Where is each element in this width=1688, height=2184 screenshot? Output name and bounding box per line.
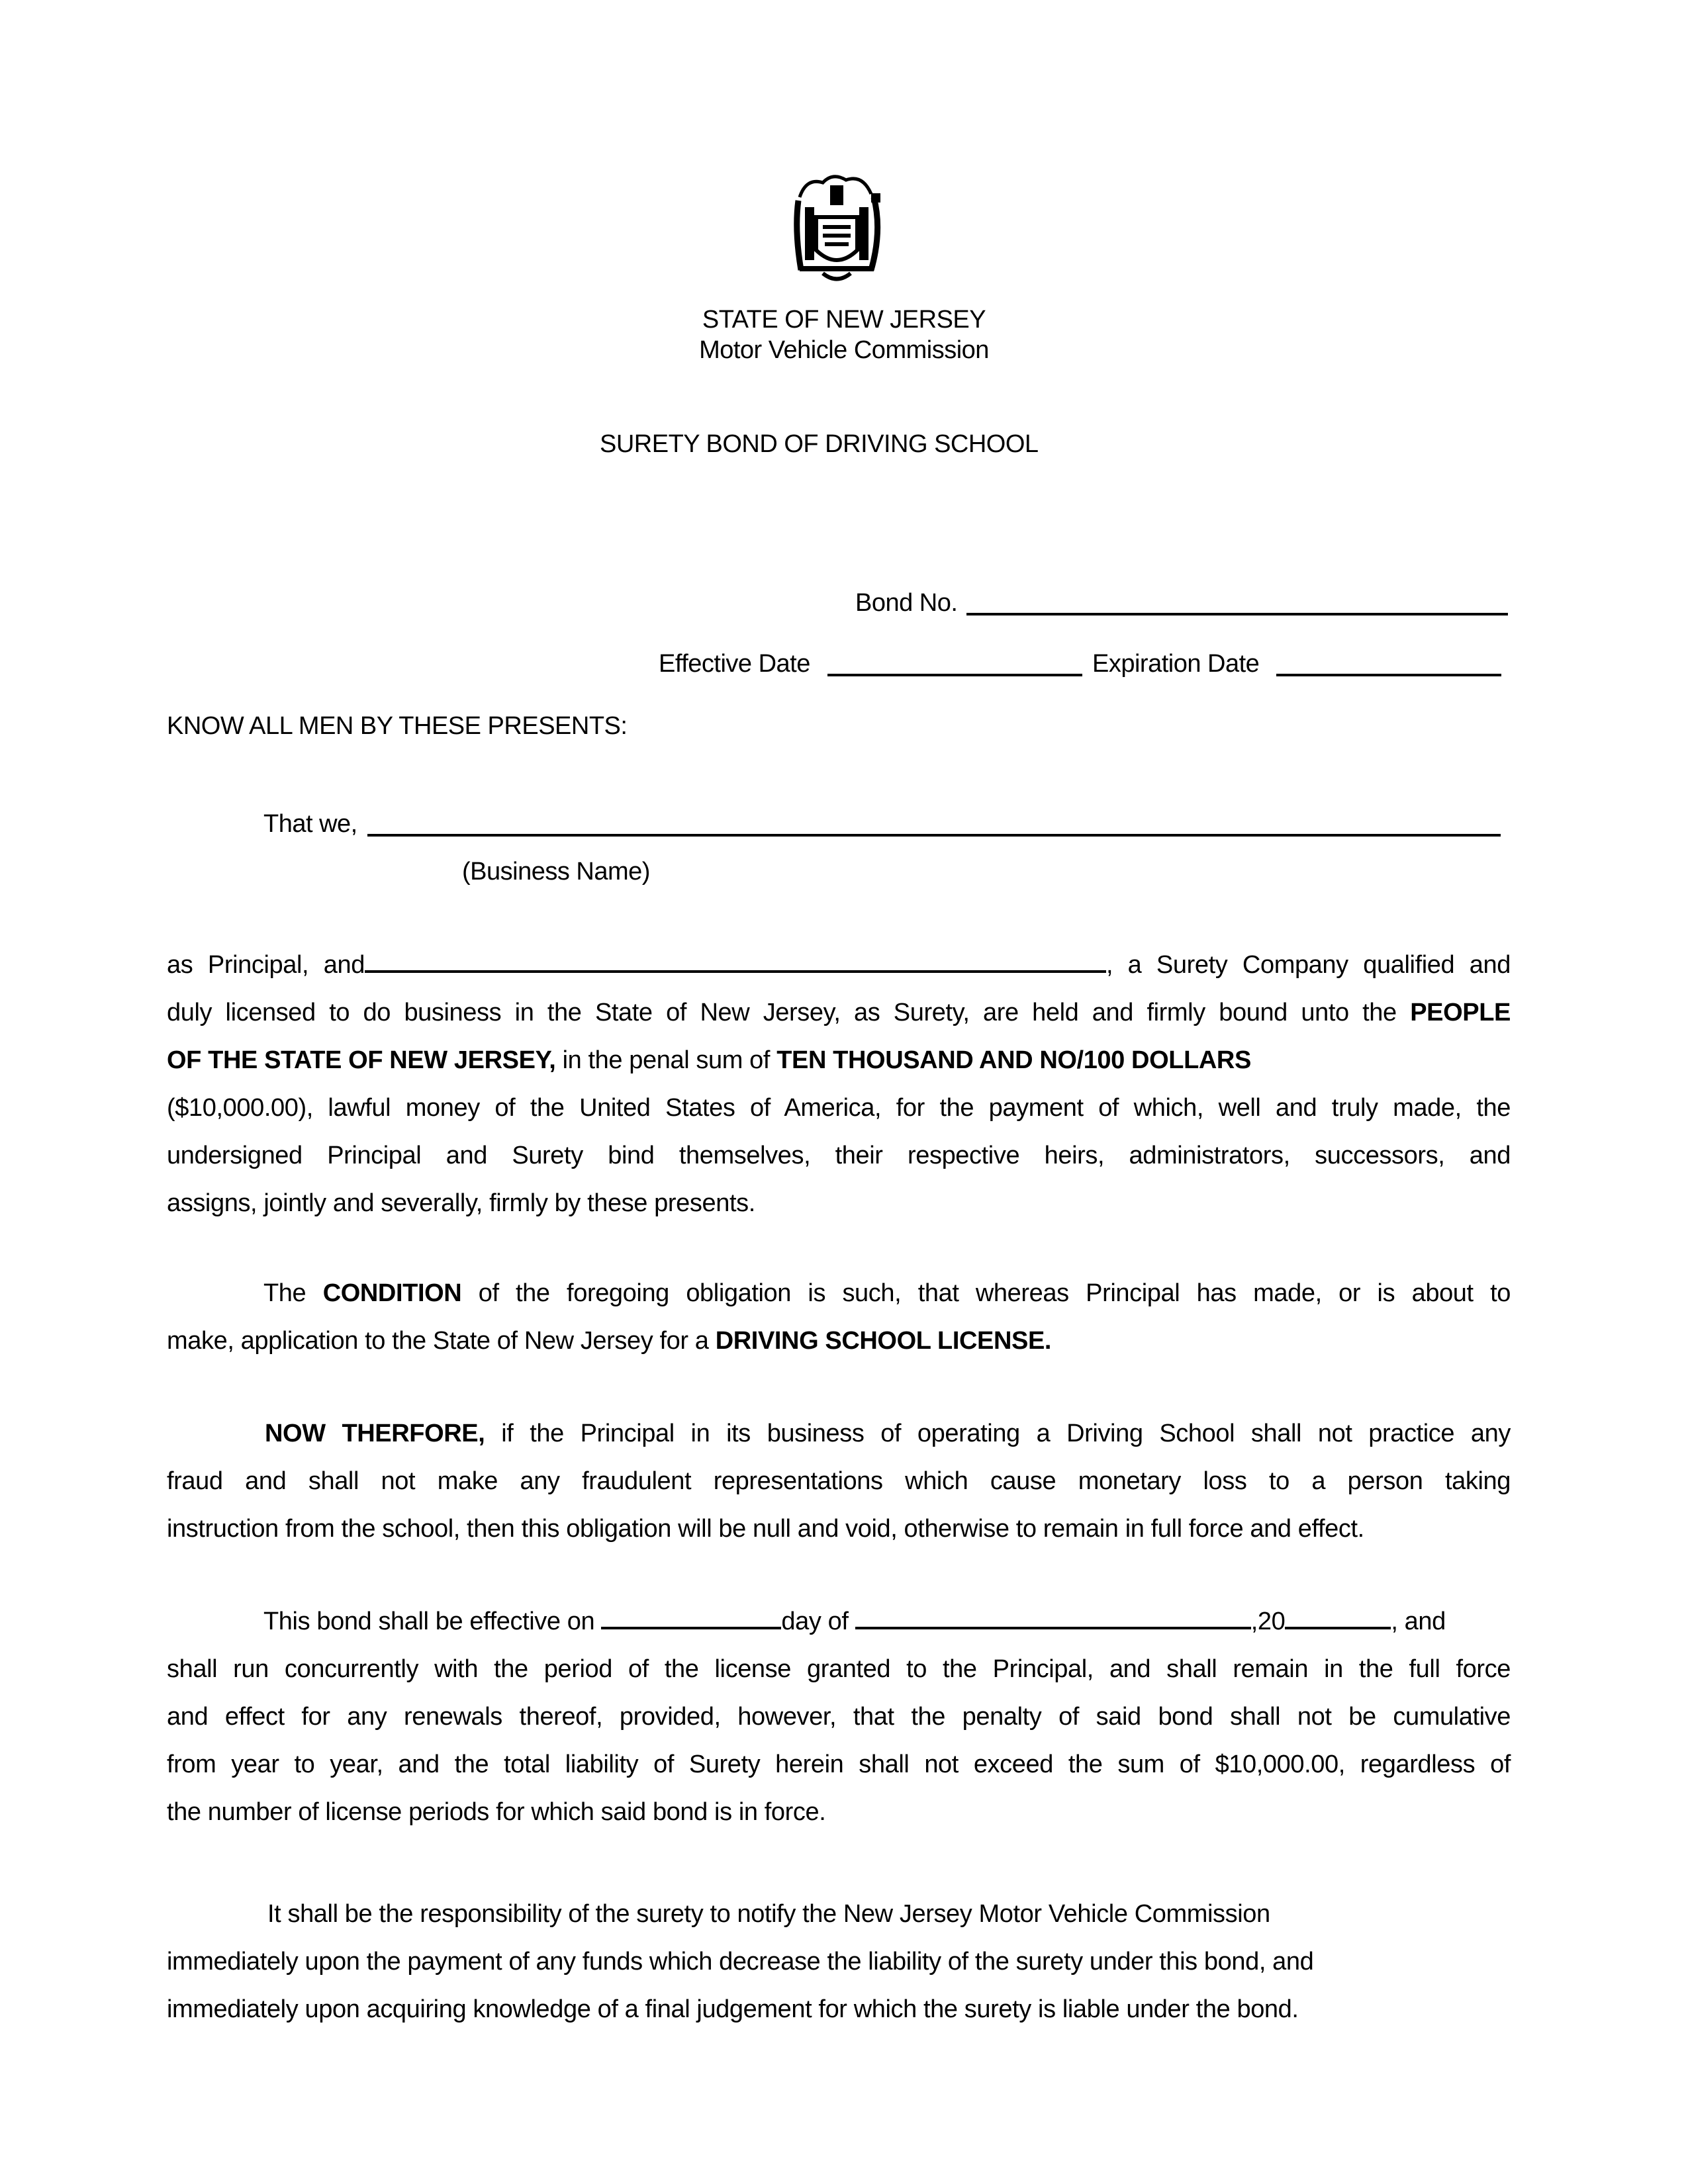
principal-line-1: as Principal, and , a Surety Company qualified and (167, 951, 1511, 979)
effective-date-field[interactable] (827, 674, 1082, 676)
principal-line-3: OF THE STATE OF NEW JERSEY, in the penal sum of TEN THOUSAND AND NO/100 DOLLARS (167, 1046, 1251, 1074)
principal-line-5: undersigned Principal and Surety bind themselves, their respective heirs, administrators, successors, and (167, 1142, 1511, 1169)
condition-line-1: The CONDITION of the foregoing obligation is such, that whereas Principal has made, or is about to (263, 1279, 1511, 1307)
effective-year-field[interactable] (1285, 1607, 1391, 1629)
principal-line-4: ($10,000.00), lawful money of the United States of America, for the payment of which, well and truly made, the (167, 1094, 1511, 1122)
responsibility-line-2: immediately upon the payment of any funds which decrease the liability of the surety under this bond, and (167, 1948, 1314, 1976)
responsibility-paragraph (167, 1890, 1511, 2033)
bond-no-field[interactable] (966, 613, 1508, 615)
surety-company-field[interactable] (365, 950, 1106, 973)
business-name-caption: (Business Name) (462, 858, 650, 886)
effective-line-1: This bond shall be effective on day of ,20 , and (263, 1608, 1446, 1635)
effective-line-5: the number of license periods for which said bond is in force. (167, 1798, 826, 1826)
effective-month-field[interactable] (855, 1607, 1251, 1629)
effective-date-label: Effective Date (659, 650, 810, 678)
responsibility-line-3: immediately upon acquiring knowledge of a final judgement for which the surety is liable under the bond. (167, 1995, 1299, 2023)
expiration-date-label: Expiration Date (1092, 650, 1260, 678)
condition-line-2: make, application to the State of New Jersey for a DRIVING SCHOOL LICENSE. (167, 1327, 1052, 1355)
effective-line-3: and effect for any renewals thereof, provided, however, that the penalty of said bond shall not be cumulative (167, 1703, 1511, 1731)
responsibility-line-1: It shall be the responsibility of the surety to notify the New Jersey Motor Vehicle Commission (267, 1900, 1270, 1928)
effective-line-4: from year to year, and the total liability of Surety herein shall not exceed the sum of $10,000.00, regardless of (167, 1751, 1511, 1778)
principal-line-6: assigns, jointly and severally, firmly by these presents. (167, 1189, 755, 1217)
principal-line-2: duly licensed to do business in the State of New Jersey, as Surety, are held and firmly bound unto the PEOPLE (167, 999, 1511, 1026)
effective-day-field[interactable] (601, 1607, 781, 1629)
now-therefore-line-2: fraud and shall not make any fraudulent representations which cause monetary loss to a person taking (167, 1467, 1511, 1495)
preamble: KNOW ALL MEN BY THESE PRESENTS: (167, 712, 628, 740)
new-jersey-state-seal-icon (786, 171, 887, 285)
effective-line-2: shall run concurrently with the period of the license granted to the Principal, and shall remain in the full force (167, 1655, 1511, 1683)
that-we-label: That we, (263, 810, 357, 838)
state-heading: STATE OF NEW JERSEY (702, 306, 986, 334)
now-therefore-line-3: instruction from the school, then this obligation will be null and void, otherwise to remain in full force and effect. (167, 1515, 1364, 1543)
expiration-date-field[interactable] (1276, 674, 1501, 676)
principal-paragraph (167, 941, 1511, 1227)
condition-paragraph (167, 1269, 1511, 1365)
effective-paragraph (167, 1598, 1511, 1836)
document-title: SURETY BOND OF DRIVING SCHOOL (600, 430, 1039, 458)
now-therefore-line-1: NOW THERFORE, if the Principal in its business of operating a Driving School shall not practice any (265, 1420, 1511, 1447)
now-therefore-paragraph (167, 1410, 1511, 1553)
bond-no-label: Bond No. (855, 589, 958, 617)
business-name-field[interactable] (367, 834, 1501, 837)
agency-heading: Motor Vehicle Commission (699, 336, 989, 364)
